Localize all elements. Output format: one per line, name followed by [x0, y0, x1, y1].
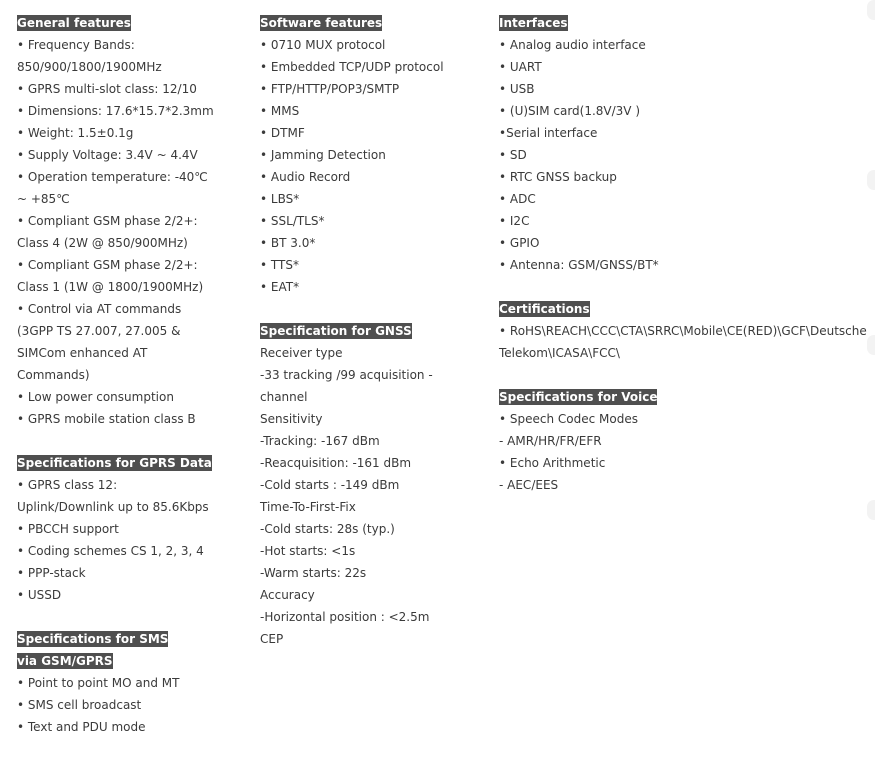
- spec-line: • GPRS mobile station class B: [17, 412, 196, 426]
- spec-line: ~ +85℃: [17, 192, 70, 206]
- spec-line: • BT 3.0*: [260, 236, 316, 250]
- spec-line: • FTP/HTTP/POP3/SMTP: [260, 82, 400, 96]
- section-heading: Specifications for Voice: [499, 390, 658, 404]
- spec-line: • Operation temperature: -40℃: [17, 170, 208, 184]
- spec-line: • USSD: [17, 588, 62, 602]
- spec-line: Class 1 (1W @ 1800/1900MHz): [17, 280, 204, 294]
- spec-line: • DTMF: [260, 126, 305, 140]
- section-heading-wrap: [17, 452, 242, 474]
- spec-line: CEP: [260, 632, 284, 646]
- spec-line: • Compliant GSM phase 2/2+:: [17, 214, 198, 228]
- spec-line: • TTS*: [260, 258, 299, 272]
- spec-line: • Embedded TCP/UDP protocol: [260, 60, 444, 74]
- section-heading: General features: [17, 16, 131, 30]
- spec-line: • GPRS multi-slot class: 12/10: [17, 82, 197, 96]
- spec-line: • PPP-stack: [17, 566, 86, 580]
- spec-section: [260, 12, 485, 298]
- spec-line: • Frequency Bands:: [17, 38, 135, 52]
- spec-line: Commands): [17, 368, 90, 382]
- spec-line: (3GPP TS 27.007, 27.005 &: [17, 324, 181, 338]
- section-heading-wrap: [260, 12, 485, 34]
- spec-line: • SSL/TLS*: [260, 214, 325, 228]
- spec-section: [17, 628, 242, 738]
- spec-line: • Analog audio interface: [499, 38, 646, 52]
- spec-line: Class 4 (2W @ 850/900MHz): [17, 236, 188, 250]
- spec-line: • Speech Codec Modes: [499, 412, 638, 426]
- spec-line: • Control via AT commands: [17, 302, 182, 316]
- spec-line: • Jamming Detection: [260, 148, 386, 162]
- section-heading: Interfaces: [499, 16, 568, 30]
- spec-line: • (U)SIM card(1.8V/3V ): [499, 104, 641, 118]
- spec-line: Time-To-First-Fix: [260, 500, 356, 514]
- spec-line: • UART: [499, 60, 542, 74]
- spec-line: • GPIO: [499, 236, 540, 250]
- spec-line: - AMR/HR/FR/EFR: [499, 434, 602, 448]
- spec-line: -Cold starts : -149 dBm: [260, 478, 400, 492]
- spec-line: •Serial interface: [499, 126, 598, 140]
- spec-line: • Dimensions: 17.6*15.7*2.3mm: [17, 104, 214, 118]
- spec-line: - AEC/EES: [499, 478, 559, 492]
- column-1: [17, 12, 242, 760]
- spec-line: • EAT*: [260, 280, 300, 294]
- spec-line: • Coding schemes CS 1, 2, 3, 4: [17, 544, 204, 558]
- spec-line: Uplink/Downlink up to 85.6Kbps: [17, 500, 209, 514]
- spec-line: • Low power consumption: [17, 390, 174, 404]
- spec-line: • USB: [499, 82, 535, 96]
- spec-line: • RoHS\REACH\CCC\CTA\SRRC\Mobile\CE(RED)\GCF\Deutsche: [499, 324, 867, 338]
- column-2: [260, 12, 485, 672]
- edge-decoration: [867, 335, 875, 355]
- spec-line: • Weight: 1.5±0.1g: [17, 126, 134, 140]
- spec-line: • LBS*: [260, 192, 300, 206]
- spec-section: [260, 320, 485, 650]
- spec-line: -Reacquisition: -161 dBm: [260, 456, 412, 470]
- spec-line: • RTC GNSS backup: [499, 170, 617, 184]
- spec-line: • Supply Voltage: 3.4V ~ 4.4V: [17, 148, 198, 162]
- spec-section: [499, 298, 869, 364]
- spec-line: • MMS: [260, 104, 300, 118]
- spec-line: Sensitivity: [260, 412, 323, 426]
- spec-line: • I2C: [499, 214, 530, 228]
- spec-line: • Audio Record: [260, 170, 351, 184]
- section-heading-wrap: [17, 628, 187, 672]
- spec-line: -Warm starts: 22s: [260, 566, 367, 580]
- column-3: [499, 12, 869, 518]
- spec-line: -Horizontal position : <2.5m: [260, 610, 430, 624]
- spec-line: Telekom\ICASA\FCC\: [499, 346, 620, 360]
- spec-section: [17, 12, 242, 430]
- section-heading: Software features: [260, 16, 383, 30]
- section-heading-wrap: [17, 12, 242, 34]
- spec-line: • SD: [499, 148, 527, 162]
- spec-line: • Point to point MO and MT: [17, 676, 180, 690]
- spec-line: • ADC: [499, 192, 536, 206]
- section-heading: Certifications: [499, 302, 590, 316]
- section-heading-wrap: [499, 12, 869, 34]
- section-heading-wrap: [260, 320, 485, 342]
- spec-line: -Hot starts: <1s: [260, 544, 356, 558]
- spec-line: -33 tracking /99 acquisition -: [260, 368, 433, 382]
- spec-line: • Antenna: GSM/GNSS/BT*: [499, 258, 659, 272]
- section-heading-wrap: [499, 298, 869, 320]
- spec-line: • Text and PDU mode: [17, 720, 146, 734]
- section-heading: Specifications for GPRS Data: [17, 456, 212, 470]
- spec-line: • GPRS class 12:: [17, 478, 118, 492]
- spec-line: -Cold starts: 28s (typ.): [260, 522, 395, 536]
- spec-section: [17, 452, 242, 606]
- section-heading: Specifications for SMS via GSM/GPRS: [17, 632, 169, 668]
- spec-line: • Echo Arithmetic: [499, 456, 606, 470]
- section-heading-wrap: [499, 386, 869, 408]
- spec-line: 850/900/1800/1900MHz: [17, 60, 162, 74]
- spec-section: [499, 386, 869, 496]
- spec-line: Receiver type: [260, 346, 343, 360]
- edge-decoration: [867, 0, 875, 20]
- spec-section: [499, 12, 869, 276]
- spec-line: channel: [260, 390, 308, 404]
- spec-line: • SMS cell broadcast: [17, 698, 142, 712]
- spec-line: -Tracking: -167 dBm: [260, 434, 380, 448]
- edge-decoration: [867, 170, 875, 190]
- spec-line: • Compliant GSM phase 2/2+:: [17, 258, 198, 272]
- edge-decoration: [867, 500, 875, 520]
- spec-line: SIMCom enhanced AT: [17, 346, 148, 360]
- spec-line: Accuracy: [260, 588, 315, 602]
- spec-line: • 0710 MUX protocol: [260, 38, 386, 52]
- section-heading: Specification for GNSS: [260, 324, 412, 338]
- spec-line: • PBCCH support: [17, 522, 119, 536]
